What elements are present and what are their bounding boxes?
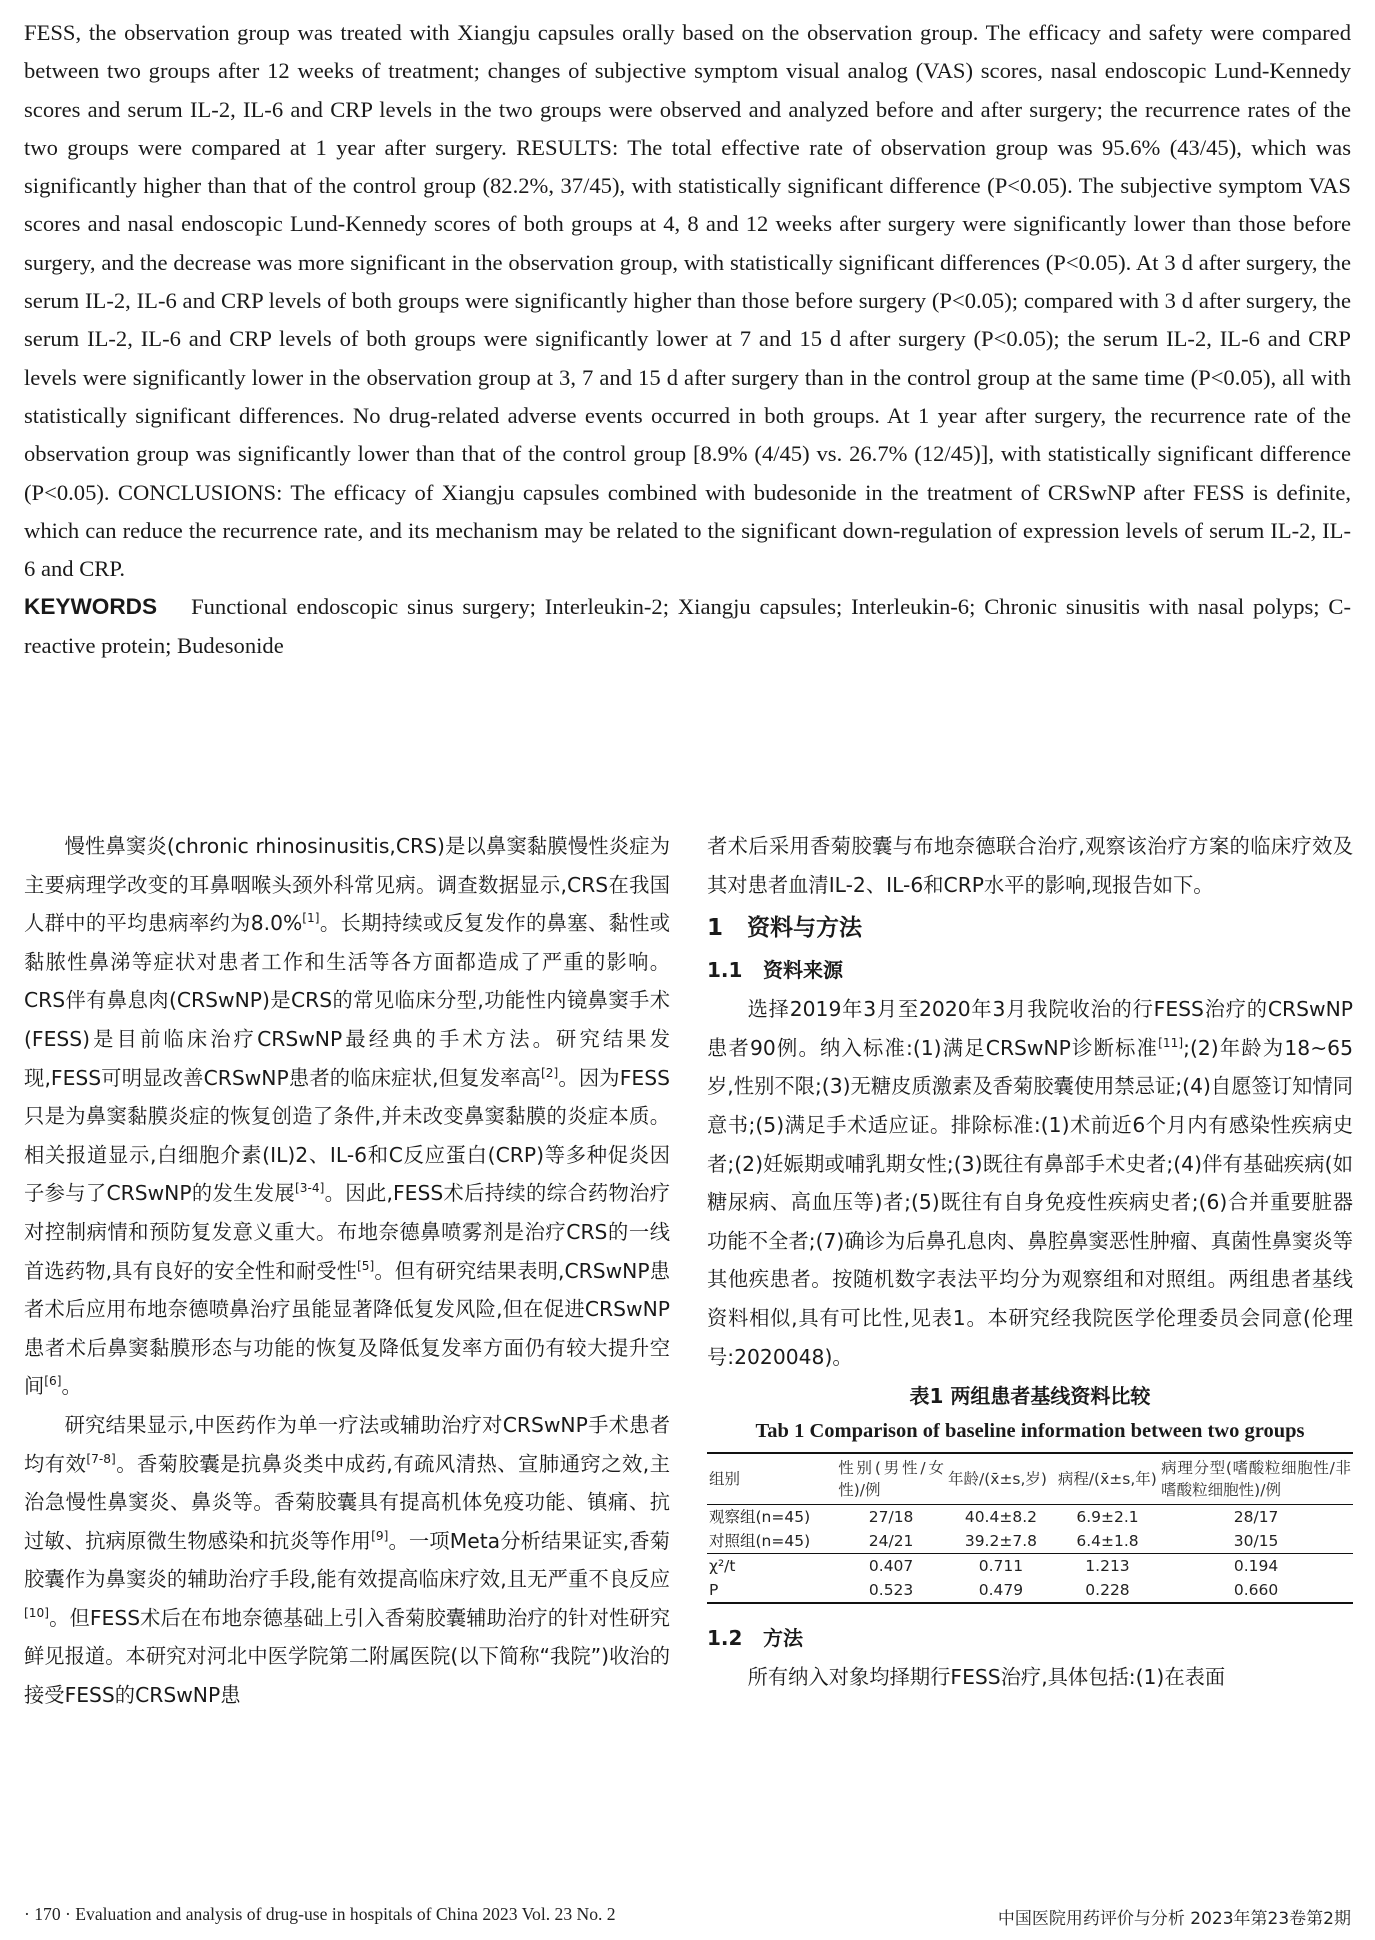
table-row: 观察组(n=45) 27/18 40.4±8.2 6.9±2.1 28/17 bbox=[709, 1508, 1279, 1527]
footer-journal-en: · 170 · Evaluation and analysis of drug-use in hospitals of China 2023 Vol. 23 No. 2 bbox=[24, 1904, 616, 1924]
table-row: P 0.523 0.479 0.228 0.660 bbox=[707, 1578, 1353, 1603]
right-column bbox=[707, 827, 1353, 1697]
baseline-table bbox=[707, 1452, 1353, 1604]
page-footer bbox=[24, 1904, 1351, 1934]
citation[interactable]: [1] bbox=[302, 911, 320, 926]
section-heading-1: 1 资料与方法 bbox=[707, 915, 862, 942]
table-title-en: Tab 1 Comparison of baseline information between two groups bbox=[755, 1420, 1305, 1443]
methods-paragraph: 所有纳入对象均择期行FESS治疗,具体包括:(1)在表面 bbox=[747, 1665, 1226, 1690]
keywords-list: Functional endoscopic sinus surgery; Interleukin-2; Xiangju capsules; Interleukin-6; Chronic sinusitis with nasal polyps; C-reactive protein; Budesonide bbox=[24, 594, 1351, 658]
intro-paragraph-2: 研究结果显示,中医药作为单一疗法或辅助治疗对CRSwNP手术患者均有效[7-8]。香菊胶囊是抗鼻炎类中成药,有疏风清热、宣肺通窍之效,主治急慢性鼻窦炎、鼻炎等。香菊胶囊具有提高机体免疫功能、镇痛、抗过敏、抗病原微生物感染和抗炎等作用[9]。一项Meta分析结果证实,香菊胶囊作为鼻窦炎的辅助治疗手段,能有效提高临床疗效,且无严重不良反应[10]。但FESS术后在布地奈德基础上引入香菊胶囊辅助治疗的针对性研究鲜见报道。本研究对河北中医学院第二附属医院(以下简称“我院”)收治的接受FESS的CRSwNP患 bbox=[24, 1412, 670, 1708]
section-heading-1-1: 1.1 资料来源 bbox=[707, 958, 843, 983]
citation[interactable]: [6] bbox=[44, 1374, 62, 1389]
keywords-label: KEYWORDS bbox=[24, 594, 158, 620]
footer-journal-cn: 中国医院用药评价与分析 2023年第23卷第2期 bbox=[997, 1909, 1351, 1929]
section-heading-1-2: 1.2 方法 bbox=[707, 1626, 803, 1651]
abstract-body: FESS, the observation group was treated with Xiangju capsules orally based on the observation group. The efficacy and safety were compared between two groups after 12 weeks of treatment; changes of subjective symptom visual analog (VAS) scores, nasal endoscopic Lund-Kennedy scores and serum IL-2, IL-6 and CRP levels in the two groups were observed and analyzed before and after surgery; the recurrence rates of the two groups were compared at 1 year after surgery. RESULTS: The total effective rate of observation group was 95.6% (43/45), which was significantly higher than that of the control group (82.2%, 37/45), with statistically significant difference (P<0.05). The subjective symptom VAS scores and nasal endoscopic Lund-Kennedy scores of both groups at 4, 8 and 12 weeks after surgery were significantly lower than those before surgery, and the decrease was more significant in the observation group, with statistically significant differences (P<0.05). At 3 d after surgery, the serum IL-2, IL-6 and CRP levels of both groups were significantly higher than those before surgery (P<0.05); compared with 3 d after surgery, the serum IL-2, IL-6 and CRP levels of both groups were significantly lower at 7 and 15 d after surgery (P<0.05); the serum IL-2, IL-6 and CRP levels were significantly lower in the observation group at 3, 7 and 15 d after surgery than in the control group at the same time (P<0.05), all with statistically significant differences. No drug-related adverse events occurred in both groups. At 1 year after surgery, the recurrence rate of the observation group was significantly lower than that of the control group [8.9% (4/45) vs. 26.7% (12/45)], with statistically significant difference (P<0.05). CONCLUSIONS: The efficacy of Xiangju capsules combined with budesonide in the treatment of CRSwNP after FESS is definite, which can reduce the recurrence rate, and its mechanism may be related to the significant down-regulation of expression levels of serum IL-2, IL-6 and CRP. bbox=[24, 20, 1351, 582]
keywords-row bbox=[24, 588, 1351, 665]
citation[interactable]: [9] bbox=[371, 1528, 389, 1543]
citation[interactable]: [5] bbox=[357, 1258, 375, 1273]
table-row: 对照组(n=45) 24/21 39.2±7.8 6.4±1.8 30/15 bbox=[707, 1529, 1353, 1554]
left-column bbox=[24, 827, 670, 1715]
materials-paragraph: 选择2019年3月至2020年3月我院收治的行FESS治疗的CRSwNP患者90例。纳入标准:(1)满足CRSwNP诊断标准[11];(2)年龄为18~65岁,性别不限;(3)无糖皮质激素及香菊胶囊使用禁忌证;(4)自愿签订知情同意书;(5)满足手术适应证。排除标准:(1)术前近6个月内有感染性疾病史者;(2)妊娠期或哺乳期女性;(3)既往有鼻部手术史者;(4)伴有基础疾病(如糖尿病、高血压等)者;(5)既往有自身免疫性疾病史者;(6)合并重要脏器功能不全者;(7)确诊为后鼻孔息肉、鼻腔鼻窦恶性肿瘤、真菌性鼻窦炎等其他疾患者。按随机数字表法平均分为观察组和对照组。两组患者基线资料相似,具有可比性,见表1。本研究经我院医学伦理委员会同意(伦理号:2020048)。 bbox=[707, 997, 1353, 1369]
table-header-cell: 组别 bbox=[707, 1453, 836, 1505]
citation[interactable]: [3-4] bbox=[295, 1181, 325, 1196]
table-header-cell: 性别(男性/女性)/例 bbox=[836, 1453, 946, 1505]
abstract-section bbox=[24, 14, 1351, 665]
citation[interactable]: [2] bbox=[540, 1065, 559, 1080]
citation[interactable]: [11] bbox=[1158, 1036, 1184, 1051]
table-title-cn: 表1 两组患者基线资料比较 bbox=[909, 1384, 1151, 1409]
citation[interactable]: [10] bbox=[24, 1606, 49, 1621]
intro-continuation: 者术后采用香菊胶囊与布地奈德联合治疗,观察该治疗方案的临床疗效及其对患者血清IL-2、IL-6和CRP水平的影响,现报告如下。 bbox=[707, 834, 1353, 897]
table-header-row bbox=[707, 1453, 1353, 1505]
table-header-cell: 病程/(x̄±s,年) bbox=[1056, 1453, 1159, 1505]
table-header-cell: 病理分型(嗜酸粒细胞性/非嗜酸粒细胞性)/例 bbox=[1159, 1453, 1353, 1505]
intro-paragraph-1: 慢性鼻窦炎(chronic rhinosinusitis,CRS)是以鼻窦黏膜慢性炎症为主要病理学改变的耳鼻咽喉头颈外科常见病。调查数据显示,CRS在我国人群中的平均患病率约为8.0%[1]。长期持续或反复发作的鼻塞、黏性或黏脓性鼻涕等症状对患者工作和生活等各方面都造成了严重的影响。CRS伴有鼻息肉(CRSwNP)是CRS的常见临床分型,功能性内镜鼻窦手术(FESS)是目前临床治疗CRSwNP最经典的手术方法。研究结果发现,FESS可明显改善CRSwNP患者的临床症状,但复发率高[2]。因为FESS只是为鼻窦黏膜炎症的恢复创造了条件,并未改变鼻窦黏膜的炎症本质。相关报道显示,白细胞介素(IL)2、IL-6和C反应蛋白(CRP)等多种促炎因子参与了CRSwNP的发生发展[3-4]。因此,FESS术后持续的综合药物治疗对控制病情和预防复发意义重大。布地奈德鼻喷雾剂是治疗CRS的一线首选药物,具有良好的安全性和耐受性[5]。但有研究结果表明,CRSwNP患者术后应用布地奈德喷鼻治疗虽能显著降低复发风险,但在促进CRSwNP患者术后鼻窦黏膜形态与功能的恢复及降低复发率方面仍有较大提升空间[6]。 bbox=[24, 834, 670, 1399]
table-row: χ²/t 0.407 0.711 1.213 0.194 bbox=[709, 1557, 1279, 1576]
table-header-cell: 年龄/(x̄±s,岁) bbox=[946, 1453, 1056, 1505]
citation[interactable]: [7-8] bbox=[86, 1451, 116, 1466]
